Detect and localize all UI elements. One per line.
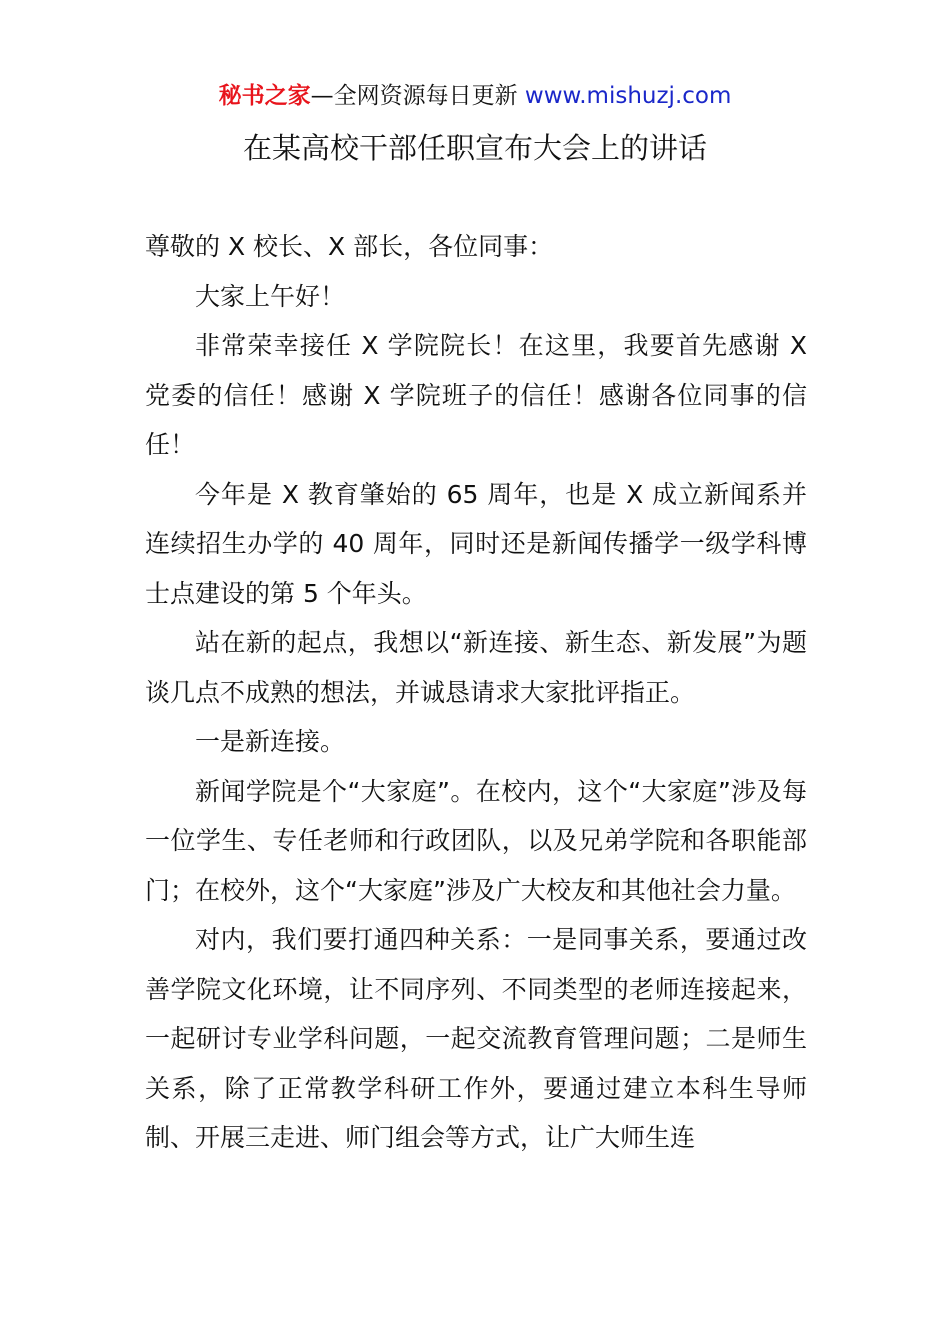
paragraph-topic: 站在新的起点，我想以“新连接、新生态、新发展”为题谈几点不成熟的想法，并诚恳请求大家批评指正。 — [145, 628, 807, 707]
document-body — [145, 222, 807, 1163]
site-brand: 秘书之家 — [218, 83, 311, 109]
paragraph-family: 新闻学院是个“大家庭”。在校内，这个“大家庭”涉及每一位学生、专任老师和行政团队，以及兄弟学院和各职能部门；在校外，这个“大家庭”涉及广大校友和其他社会力量。 — [145, 776, 807, 905]
paragraph-greeting: 大家上午好！ — [195, 281, 346, 311]
site-header — [0, 80, 950, 112]
paragraph-thanks: 非常荣幸接任 X 学院院长！在这里，我要首先感谢 X 党委的信任！感谢 X 学院班子的信任！感谢各位同事的信任！ — [145, 331, 807, 459]
paragraph-anniversary: 今年是 X 教育肇始的 65 周年，也是 X 成立新闻系并连续招生办学的 40 周年，同时还是新闻传播学一级学科博士点建设的第 5 个年头。 — [145, 479, 807, 608]
site-tagline: —全网资源每日更新 — [310, 83, 518, 109]
paragraph-section-heading: 一是新连接。 — [195, 727, 346, 756]
salutation: 尊敬的 X 校长、X 部长，各位同事： — [145, 232, 554, 261]
paragraph-relations: 对内，我们要打通四种关系：一是同事关系，要通过改善学院文化环境，让不同序列、不同类型的老师连接起来，一起研讨专业学科问题，一起交流教育管理问题；二是师生关系，除了正常教学科研工作外，要通过建立本科生导师制、开展三走进、师门组会等方式，让广大师生连 — [145, 925, 807, 1152]
document-title: 在某高校干部任职宣布大会上的讲话 — [242, 131, 707, 165]
site-url-link[interactable]: www.mishuzj.com — [524, 83, 732, 109]
